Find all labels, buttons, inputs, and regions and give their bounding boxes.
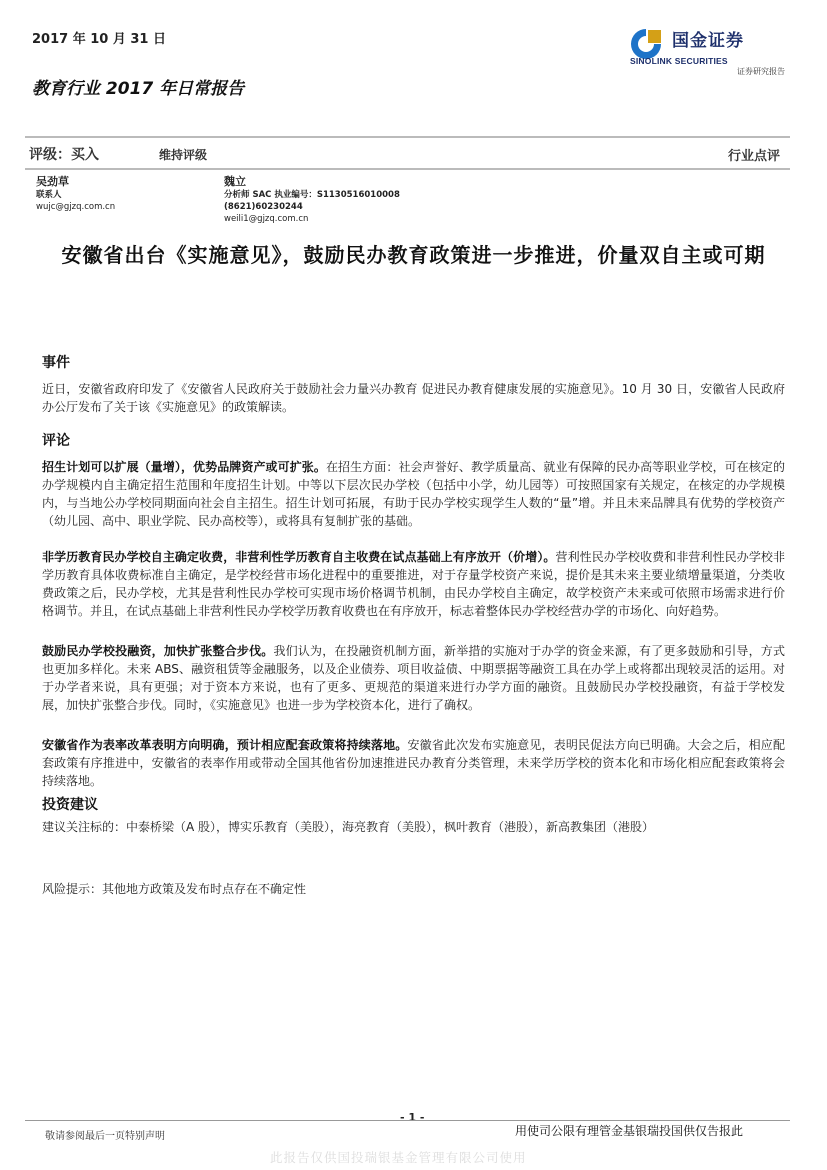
analyst-role: 联系人 bbox=[36, 190, 62, 200]
analyst-phone: (8621)60230244 bbox=[224, 202, 303, 212]
section-heading-invest: 投资建议 bbox=[42, 797, 98, 813]
paragraph-lead: 鼓励民办学校投融资，加快扩张整合步伐。 bbox=[42, 644, 274, 658]
report-date: 2017 年 10 月 31 日 bbox=[32, 32, 166, 47]
paragraph-body: 在招生方面：社会声誉好、教学质量高、就业有保障的民办高等职业学校，可在核定的办学规模内自主确定招生范围和年度招生计划。中等以下层次民办学校（包括中小学，幼儿园等）可按照国家有关规定，在核定的办学规模内，与当地公办学校同期面向社会自主招生。招生计划可拓展，有助于民办学校实现学生人数的“量”增。并且未来品牌具有优势的学校资产（幼儿园、高中、职业学院、民办高校等），或将具有复制扩张的基础。 bbox=[42, 460, 785, 528]
report-series-title: 教育行业 2017 年日常报告 bbox=[32, 79, 245, 99]
paragraph-lead: 非学历教育民办学校自主确定收费，非营利性学历教育自主收费在试点基础上有序放开（价增）。 bbox=[42, 550, 556, 564]
event-paragraph: 近日，安徽省政府印发了《安徽省人民政府关于鼓励社会力量兴办教育 促进民办教育健康发展的实施意见》。10 月 30 日，安徽省人民政府办公厅发布了关于该《实施意见》的政策解读。 bbox=[42, 382, 785, 414]
analyst-lead bbox=[224, 176, 400, 225]
logo-name-en: SINOLINK SECURITIES bbox=[630, 56, 728, 66]
footer-watermark: 此报告仅供国投瑞银基金管理有限公司使用 bbox=[270, 1150, 527, 1165]
logo-name-cn: 国金证券 bbox=[672, 31, 744, 51]
logo-subtitle: 证券研究报告 bbox=[737, 67, 785, 76]
invest-paragraph: 建议关注标的：中泰桥梁（A 股），博实乐教育（美股），海亮教育（美股），枫叶教育（港股），新高教集团（港股） bbox=[42, 820, 655, 834]
report-headline: 安徽省出台《实施意见》，鼓励民办教育政策进一步推进，价量双自主或可期 bbox=[61, 243, 766, 267]
analyst-email[interactable]: weili1@gjzq.com.cn bbox=[224, 214, 309, 224]
rating-label: 评级：买入 bbox=[29, 147, 99, 163]
comment-paragraph bbox=[42, 548, 785, 620]
analyst-email[interactable]: wujc@gjzq.com.cn bbox=[36, 202, 116, 212]
analyst-name: 吴劲草 bbox=[36, 175, 69, 188]
company-logo bbox=[630, 22, 795, 78]
rating-bar bbox=[25, 136, 790, 170]
paragraph-body: 我们认为，在投融资机制方面，新举措的实施对于办学的资金来源，有了更多鼓励和引导，方式也更加多样化。未来 ABS、融资租赁等金融服务，以及企业债券、项目收益债、中期票据等融资工具在办学上或将都出现较灵活的运用。对于办学者来说，具有更强；对于资本方来说，也有了更多、更规范的渠道来进行办学方面的融资。且鼓励民办学校投融资，有益于学校发展，加快扩张整合步伐。同时，《实施意见》也进一步为学校资本化，进行了确权。 bbox=[42, 644, 785, 712]
analyst-role: 分析师 SAC 执业编号：S1130516010008 bbox=[224, 190, 400, 200]
comment-paragraph bbox=[42, 458, 785, 530]
paragraph-body: 安徽省此次发布实施意见，表明民促法方向已明确。大会之后，相应配套政策有序推进中，安徽省的表率作用或带动全国其他省份加速推进民办教育分类管理，未来学历学校的资本化和市场化相应配套政策将会持续落地。 bbox=[42, 738, 785, 788]
analyst-contact bbox=[36, 176, 115, 213]
section-heading-event: 事件 bbox=[42, 355, 70, 371]
report-type: 行业点评 bbox=[727, 149, 780, 164]
paragraph-lead: 安徽省作为表率改革表明方向明确，预计相应配套政策将持续落地。 bbox=[42, 738, 408, 752]
paragraph-lead: 招生计划可以扩展（量增），优势品牌资产或可扩张。 bbox=[42, 460, 326, 474]
footer-divider bbox=[25, 1120, 790, 1121]
section-heading-comment: 评论 bbox=[42, 433, 70, 449]
rating-maintain: 维持评级 bbox=[159, 148, 208, 162]
paragraph-body: 营利性民办学校收费和非营利性民办学校非学历教育具体收费标准自主确定，是学校经营市场化进程中的重要推进，对于存量学校资产来说，提价是其未来主要业绩增量渠道，分类收费政策之后，民办学校，尤其是营利性民办学校可实现市场价格调节机制，由民办学校自主确定，故学校资产未来或可依照市场需求进行价格调节。并且，在试点基础上非营利性民办学校学历教育收费也在有序放开，标志着整体民办学校经营办学的市场化、向好趋势。 bbox=[42, 550, 785, 618]
analyst-name: 魏立 bbox=[224, 175, 246, 188]
risk-note: 风险提示：其他地方政策及发布时点存在不确定性 bbox=[42, 882, 307, 896]
comment-paragraph bbox=[42, 642, 785, 714]
page-number: - 1 - bbox=[400, 1111, 425, 1124]
comment-paragraph bbox=[42, 736, 785, 790]
footer-mirrored-text: 用使司公限有理管金基银瑞投国供仅告报此 bbox=[515, 1124, 744, 1138]
footer-disclaimer: 敬请参阅最后一页特别声明 bbox=[45, 1131, 165, 1142]
